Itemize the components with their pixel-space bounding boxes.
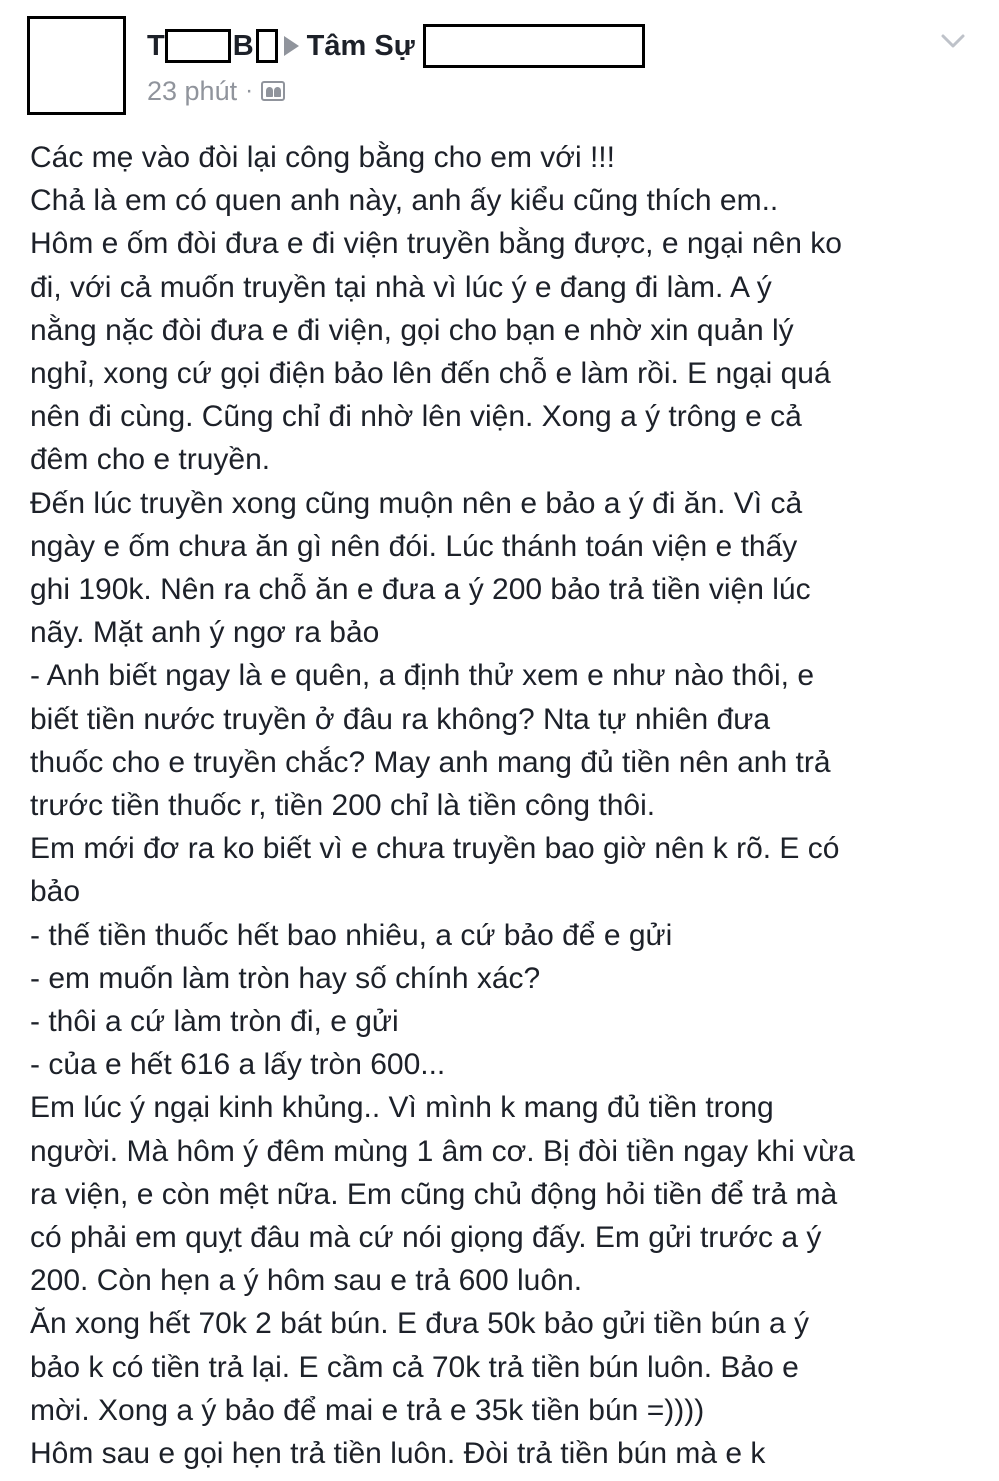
post-text-line: mời. Xong a ý bảo để mai e trả e 35k tiền bún =))))	[30, 1393, 705, 1427]
post-header	[0, 0, 999, 120]
author-name-initial[interactable]: T	[147, 29, 165, 62]
post-text-line: đi, với cả muốn truyền tại nhà vì lúc ý e đang đi làm. A ý	[30, 270, 772, 304]
post-text-line: - em muốn làm tròn hay số chính xác?	[30, 961, 541, 995]
redacted-box	[165, 29, 231, 63]
post-text-line: nằng nặc đòi đưa e đi viện, gọi cho bạn e nhờ xin quản lý	[30, 313, 794, 347]
post-text-line: bảo k có tiền trả lại. E cầm cả 70k trả tiền bún luôn. Bảo e	[30, 1350, 799, 1384]
post-body	[30, 136, 980, 1475]
arrow-right-icon	[284, 36, 299, 56]
post-meta	[147, 74, 285, 108]
post-text-line: bảo	[30, 875, 81, 909]
post-text-line: Hôm e ốm đòi đưa e đi viện truyền bằng được, e ngại nên ko	[30, 227, 842, 261]
post-text-line: 200. Còn hẹn a ý hôm sau e trả 600 luôn.	[30, 1264, 583, 1298]
post-text-line: đêm cho e truyền.	[30, 443, 271, 477]
post-text-line: Em lúc ý ngại kinh khủng.. Vì mình k mang đủ tiền trong	[30, 1091, 774, 1125]
chevron-down-icon[interactable]	[940, 28, 966, 54]
group-name-link[interactable]: Tâm Sự	[306, 29, 415, 62]
post-text-line: Ăn xong hết 70k 2 bát bún. E đưa 50k bảo gửi tiền bún a ý	[30, 1307, 810, 1341]
redacted-box	[423, 24, 645, 68]
author-avatar[interactable]	[27, 16, 126, 115]
author-name-initial[interactable]: B	[232, 29, 254, 62]
post-text-line: người. Mà hôm ý đêm mùng 1 âm cơ. Bị đòi tiền ngay khi vừa	[30, 1134, 855, 1168]
friends-icon[interactable]	[261, 81, 285, 101]
post-timestamp[interactable]: 23 phút	[147, 75, 238, 106]
post-text-line: Chả là em có quen anh này, anh ấy kiểu cũng thích em..	[30, 184, 779, 218]
post-text-line: - thôi a cứ làm tròn đi, e gửi	[30, 1005, 399, 1039]
post-text-line: có phải em quỵt đâu mà cứ nói giọng đấy. Em gửi trước a ý	[30, 1221, 822, 1255]
post-text-line: - của e hết 616 a lấy tròn 600...	[30, 1048, 446, 1082]
post-text-line: nãy. Mặt anh ý ngơ ra bảo	[30, 616, 380, 650]
post-text-line: Đến lúc truyền xong cũng muộn nên e bảo a ý đi ăn. Vì cả	[30, 486, 803, 520]
post-text-line: biết tiền nước truyền ở đâu ra không? Nta tự nhiên đưa	[30, 702, 771, 736]
post-text-line: Hôm sau e gọi hẹn trả tiền luôn. Đòi trả tiền bún mà e k	[30, 1437, 766, 1471]
redacted-box	[256, 29, 278, 63]
post-text-line: ra viện, e còn mệt nữa. Em cũng chủ động hỏi tiền để trả mà	[30, 1177, 838, 1211]
post-text-line: Em mới đơ ra ko biết vì e chưa truyền bao giờ nên k rõ. E có	[30, 832, 840, 866]
post-text-line: thuốc cho e truyền chắc? May anh mang đủ tiền nên anh trả	[30, 745, 831, 779]
post-text-line: nghỉ, xong cứ gọi điện bảo lên đến chỗ e làm rồi. E ngại quá	[30, 357, 831, 391]
post-text-line: Các mẹ vào đòi lại công bằng cho em với !!!	[30, 141, 615, 174]
meta-separator: ·	[245, 77, 254, 104]
post-text-line: nên đi cùng. Cũng chỉ đi nhờ lên viện. Xong a ý trông e cả	[30, 400, 802, 434]
post-text-line: ngày e ốm chưa ăn gì nên đói. Lúc thánh toán viện e thấy	[30, 529, 798, 563]
post-text-line: - thế tiền thuốc hết bao nhiêu, a cứ bảo để e gửi	[30, 918, 673, 952]
post-text-line: ghi 190k. Nên ra chỗ ăn e đưa a ý 200 bảo trả tiền viện lúc	[30, 573, 811, 607]
post-text-line: - Anh biết ngay là e quên, a định thử xem e như nào thôi, e	[30, 659, 815, 693]
author-line	[147, 26, 645, 66]
post-text-line: trước tiền thuốc r, tiền 200 chỉ là tiền công thôi.	[30, 789, 656, 823]
